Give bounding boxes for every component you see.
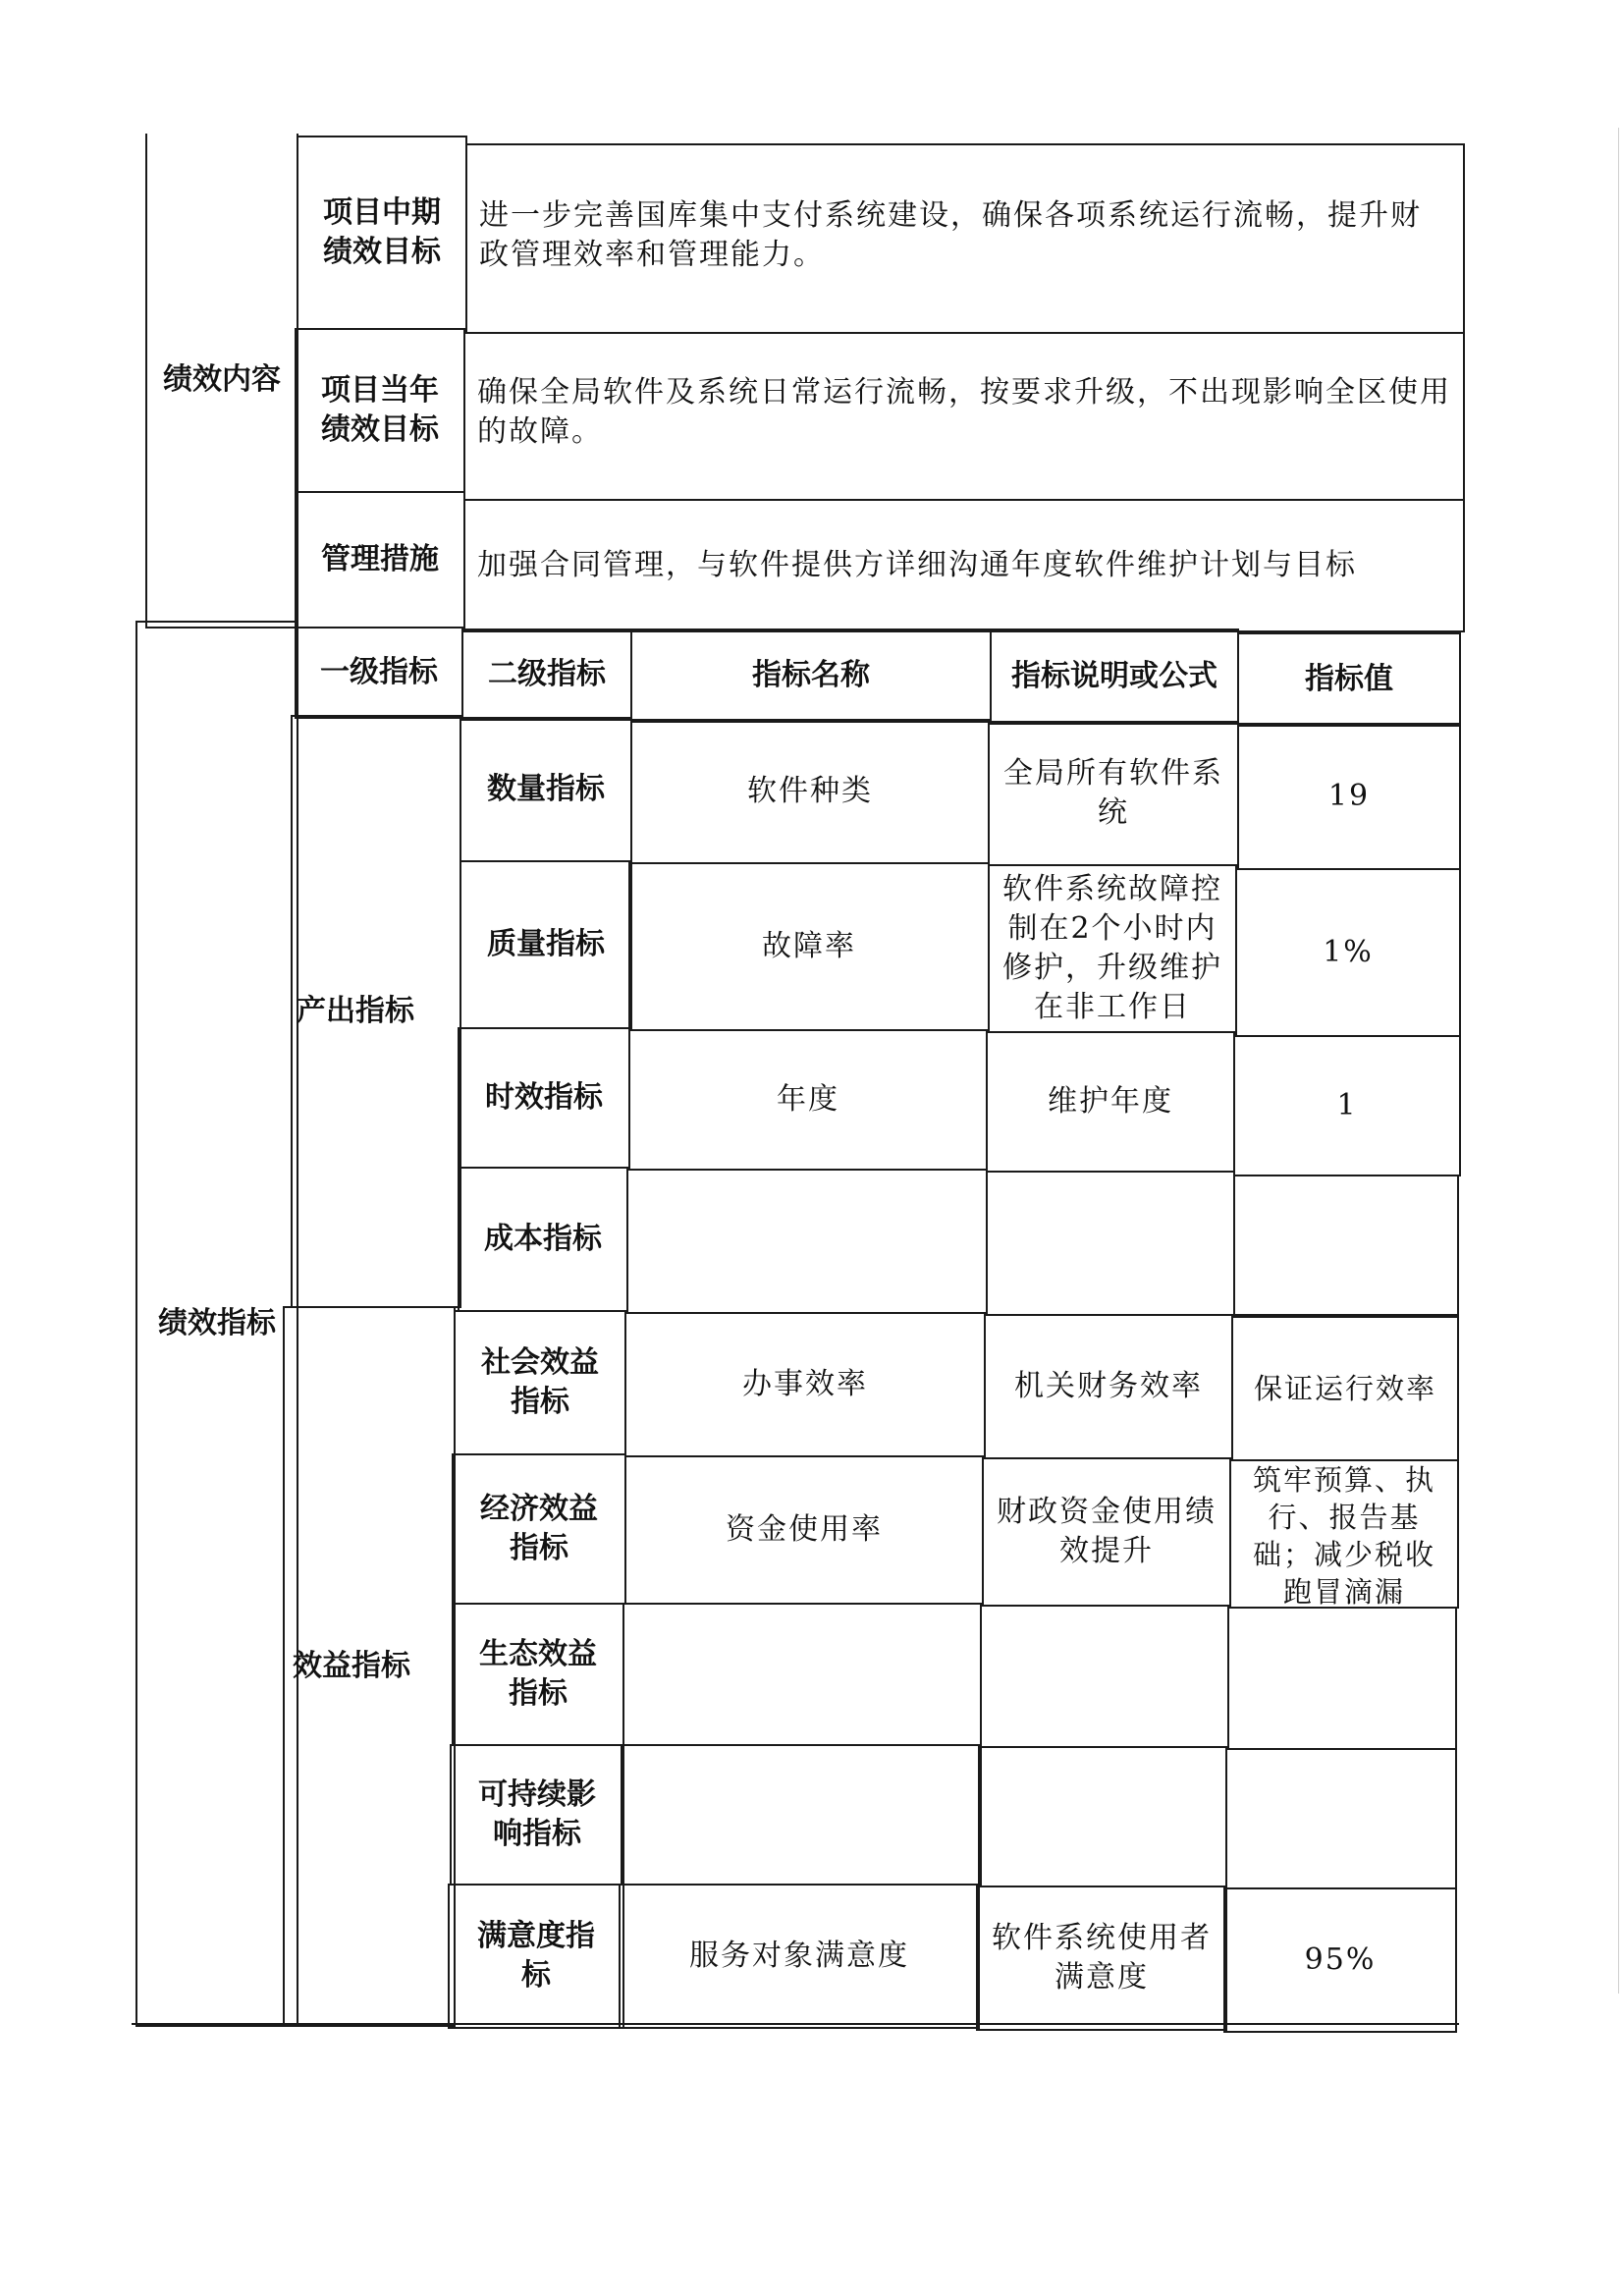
benefit-row-formula — [984, 1314, 1233, 1459]
benefit-row-formula-text: 财政资金使用绩效提升 — [997, 1495, 1217, 1568]
header-level2-text: 二级指标 — [488, 657, 606, 691]
output-row-level2 — [458, 1167, 628, 1312]
benefit-row-level2 — [448, 1884, 624, 2029]
indicator-section-label-text: 绩效指标 — [158, 1306, 276, 1340]
benefit-row-value-text: 保证运行效率 — [1253, 1372, 1436, 1405]
benefit-row-value — [1231, 1316, 1459, 1461]
header-level1-text: 一级指标 — [320, 655, 438, 689]
benefit-row-formula-text: 软件系统使用者满意度 — [992, 1921, 1212, 1995]
output-row-formula-text: 维护年度 — [1048, 1084, 1173, 1119]
output-row-value-text: 19 — [1327, 779, 1371, 813]
header-name-text: 指标名称 — [752, 658, 870, 692]
current-year-goal-text — [463, 332, 1465, 501]
output-row-value-text: 1 — [1336, 1088, 1358, 1122]
benefit-row-level2 — [450, 1744, 624, 1886]
output-row-level2 — [458, 1027, 630, 1169]
management-measures-label — [295, 491, 465, 629]
content-section-label — [145, 134, 298, 629]
benefit-row-value — [1225, 1748, 1457, 1889]
benefit-row-formula — [982, 1457, 1231, 1607]
benefit-row-level2-text: 生态效益 指标 — [479, 1637, 597, 1711]
output-row-value — [1233, 1035, 1461, 1176]
benefit-row-name — [619, 1884, 980, 2029]
benefit-row-formula — [980, 1605, 1229, 1748]
content-section-label-text: 绩效内容 — [163, 362, 281, 397]
output-row-level2-text: 质量指标 — [487, 927, 605, 961]
mid-term-goal-text-content: 进一步完善国库集中支付系统建设，确保各项系统运行流畅，提升财政管理效率和管理能力。 — [479, 198, 1422, 272]
output-row-formula — [988, 721, 1239, 866]
header-formula — [990, 629, 1239, 725]
current-year-goal-label — [295, 328, 465, 493]
output-row-level2-text: 数量指标 — [487, 772, 605, 806]
current-year-goal-text-content: 确保全局软件及系统日常运行流畅，按要求升级，不出现影响全区使用的故障。 — [477, 375, 1451, 449]
page-edge-line — [1618, 128, 1619, 1994]
benefit-row-value-text: 筑牢预算、执行、报告基础；减少税收跑冒滴漏 — [1252, 1463, 1435, 1609]
output-row-value-text: 1% — [1323, 935, 1374, 969]
benefit-row-formula — [976, 1886, 1227, 2031]
header-formula-text: 指标说明或公式 — [1011, 659, 1217, 693]
mid-term-goal-text — [465, 143, 1465, 334]
benefit-row-level2 — [454, 1310, 626, 1455]
output-row-level2 — [460, 860, 632, 1029]
benefit-row-value — [1227, 1607, 1457, 1750]
benefit-row-level2-text: 满意度指 标 — [477, 1919, 595, 1993]
benefit-row-level2 — [452, 1453, 626, 1605]
benefit-row-level2-text: 经济效益 指标 — [480, 1492, 598, 1565]
benefit-row-formula — [978, 1746, 1227, 1887]
output-row-formula — [986, 1031, 1235, 1173]
mid-term-goal-label-text: 项目中期 绩效目标 — [323, 195, 441, 269]
benefit-row-value-text: 95% — [1304, 1942, 1377, 1977]
management-measures-label-text: 管理措施 — [321, 542, 439, 576]
benefit-row-name-text: 服务对象满意度 — [689, 1939, 909, 1973]
benefit-row-value — [1229, 1459, 1459, 1609]
benefit-group-label-text: 效益指标 — [293, 1649, 410, 1683]
benefit-row-name — [624, 1455, 984, 1605]
output-row-level2 — [460, 717, 632, 862]
management-measures-text — [463, 499, 1465, 632]
table-bottom-border — [132, 2023, 1459, 2025]
output-row-name-text: 年度 — [777, 1082, 839, 1117]
output-row-name — [626, 1169, 988, 1314]
benefit-row-value — [1223, 1887, 1457, 2033]
indicator-section-label — [135, 621, 298, 2027]
header-value — [1237, 632, 1461, 727]
benefit-row-name-text: 资金使用率 — [726, 1512, 883, 1547]
output-row-formula — [986, 1171, 1235, 1316]
header-level2 — [461, 629, 632, 721]
output-row-name — [628, 1029, 988, 1171]
benefit-row-name — [621, 1744, 982, 1886]
output-row-name-text: 软件种类 — [747, 774, 873, 808]
output-row-level2-text: 成本指标 — [484, 1222, 602, 1256]
output-row-name — [630, 719, 990, 864]
output-row-name-text: 故障率 — [762, 929, 856, 963]
benefit-row-level2-text: 社会效益 指标 — [481, 1345, 599, 1419]
current-year-goal-label-text: 项目当年 绩效目标 — [321, 373, 439, 447]
benefit-group-label — [283, 1306, 456, 2027]
output-row-formula-text: 软件系统故障控制在2个小时内修护，升级维护在非工作日 — [1002, 872, 1222, 1024]
header-value-text: 指标值 — [1305, 662, 1393, 696]
benefit-row-name-text: 办事效率 — [742, 1367, 868, 1401]
header-level1 — [295, 627, 463, 719]
output-row-value — [1235, 868, 1461, 1037]
management-measures-text-content: 加强合同管理，与软件提供方详细沟通年度软件维护计划与目标 — [477, 548, 1357, 582]
output-row-value — [1237, 723, 1461, 870]
output-group-label — [291, 715, 461, 1308]
output-row-level2-text: 时效指标 — [485, 1080, 603, 1115]
benefit-row-formula-text: 机关财务效率 — [1014, 1369, 1203, 1403]
output-row-formula — [988, 864, 1237, 1033]
header-name — [630, 629, 992, 723]
benefit-row-name — [624, 1312, 986, 1457]
output-row-value — [1233, 1175, 1459, 1316]
benefit-row-level2-text: 可持续影 响指标 — [478, 1777, 596, 1851]
output-row-formula-text: 全局所有软件系统 — [1003, 756, 1223, 830]
mid-term-goal-label — [297, 136, 467, 330]
output-group-label-text: 产出指标 — [297, 994, 414, 1028]
benefit-row-level2 — [452, 1603, 624, 1746]
output-row-name — [628, 862, 990, 1031]
benefit-row-name — [622, 1603, 982, 1746]
